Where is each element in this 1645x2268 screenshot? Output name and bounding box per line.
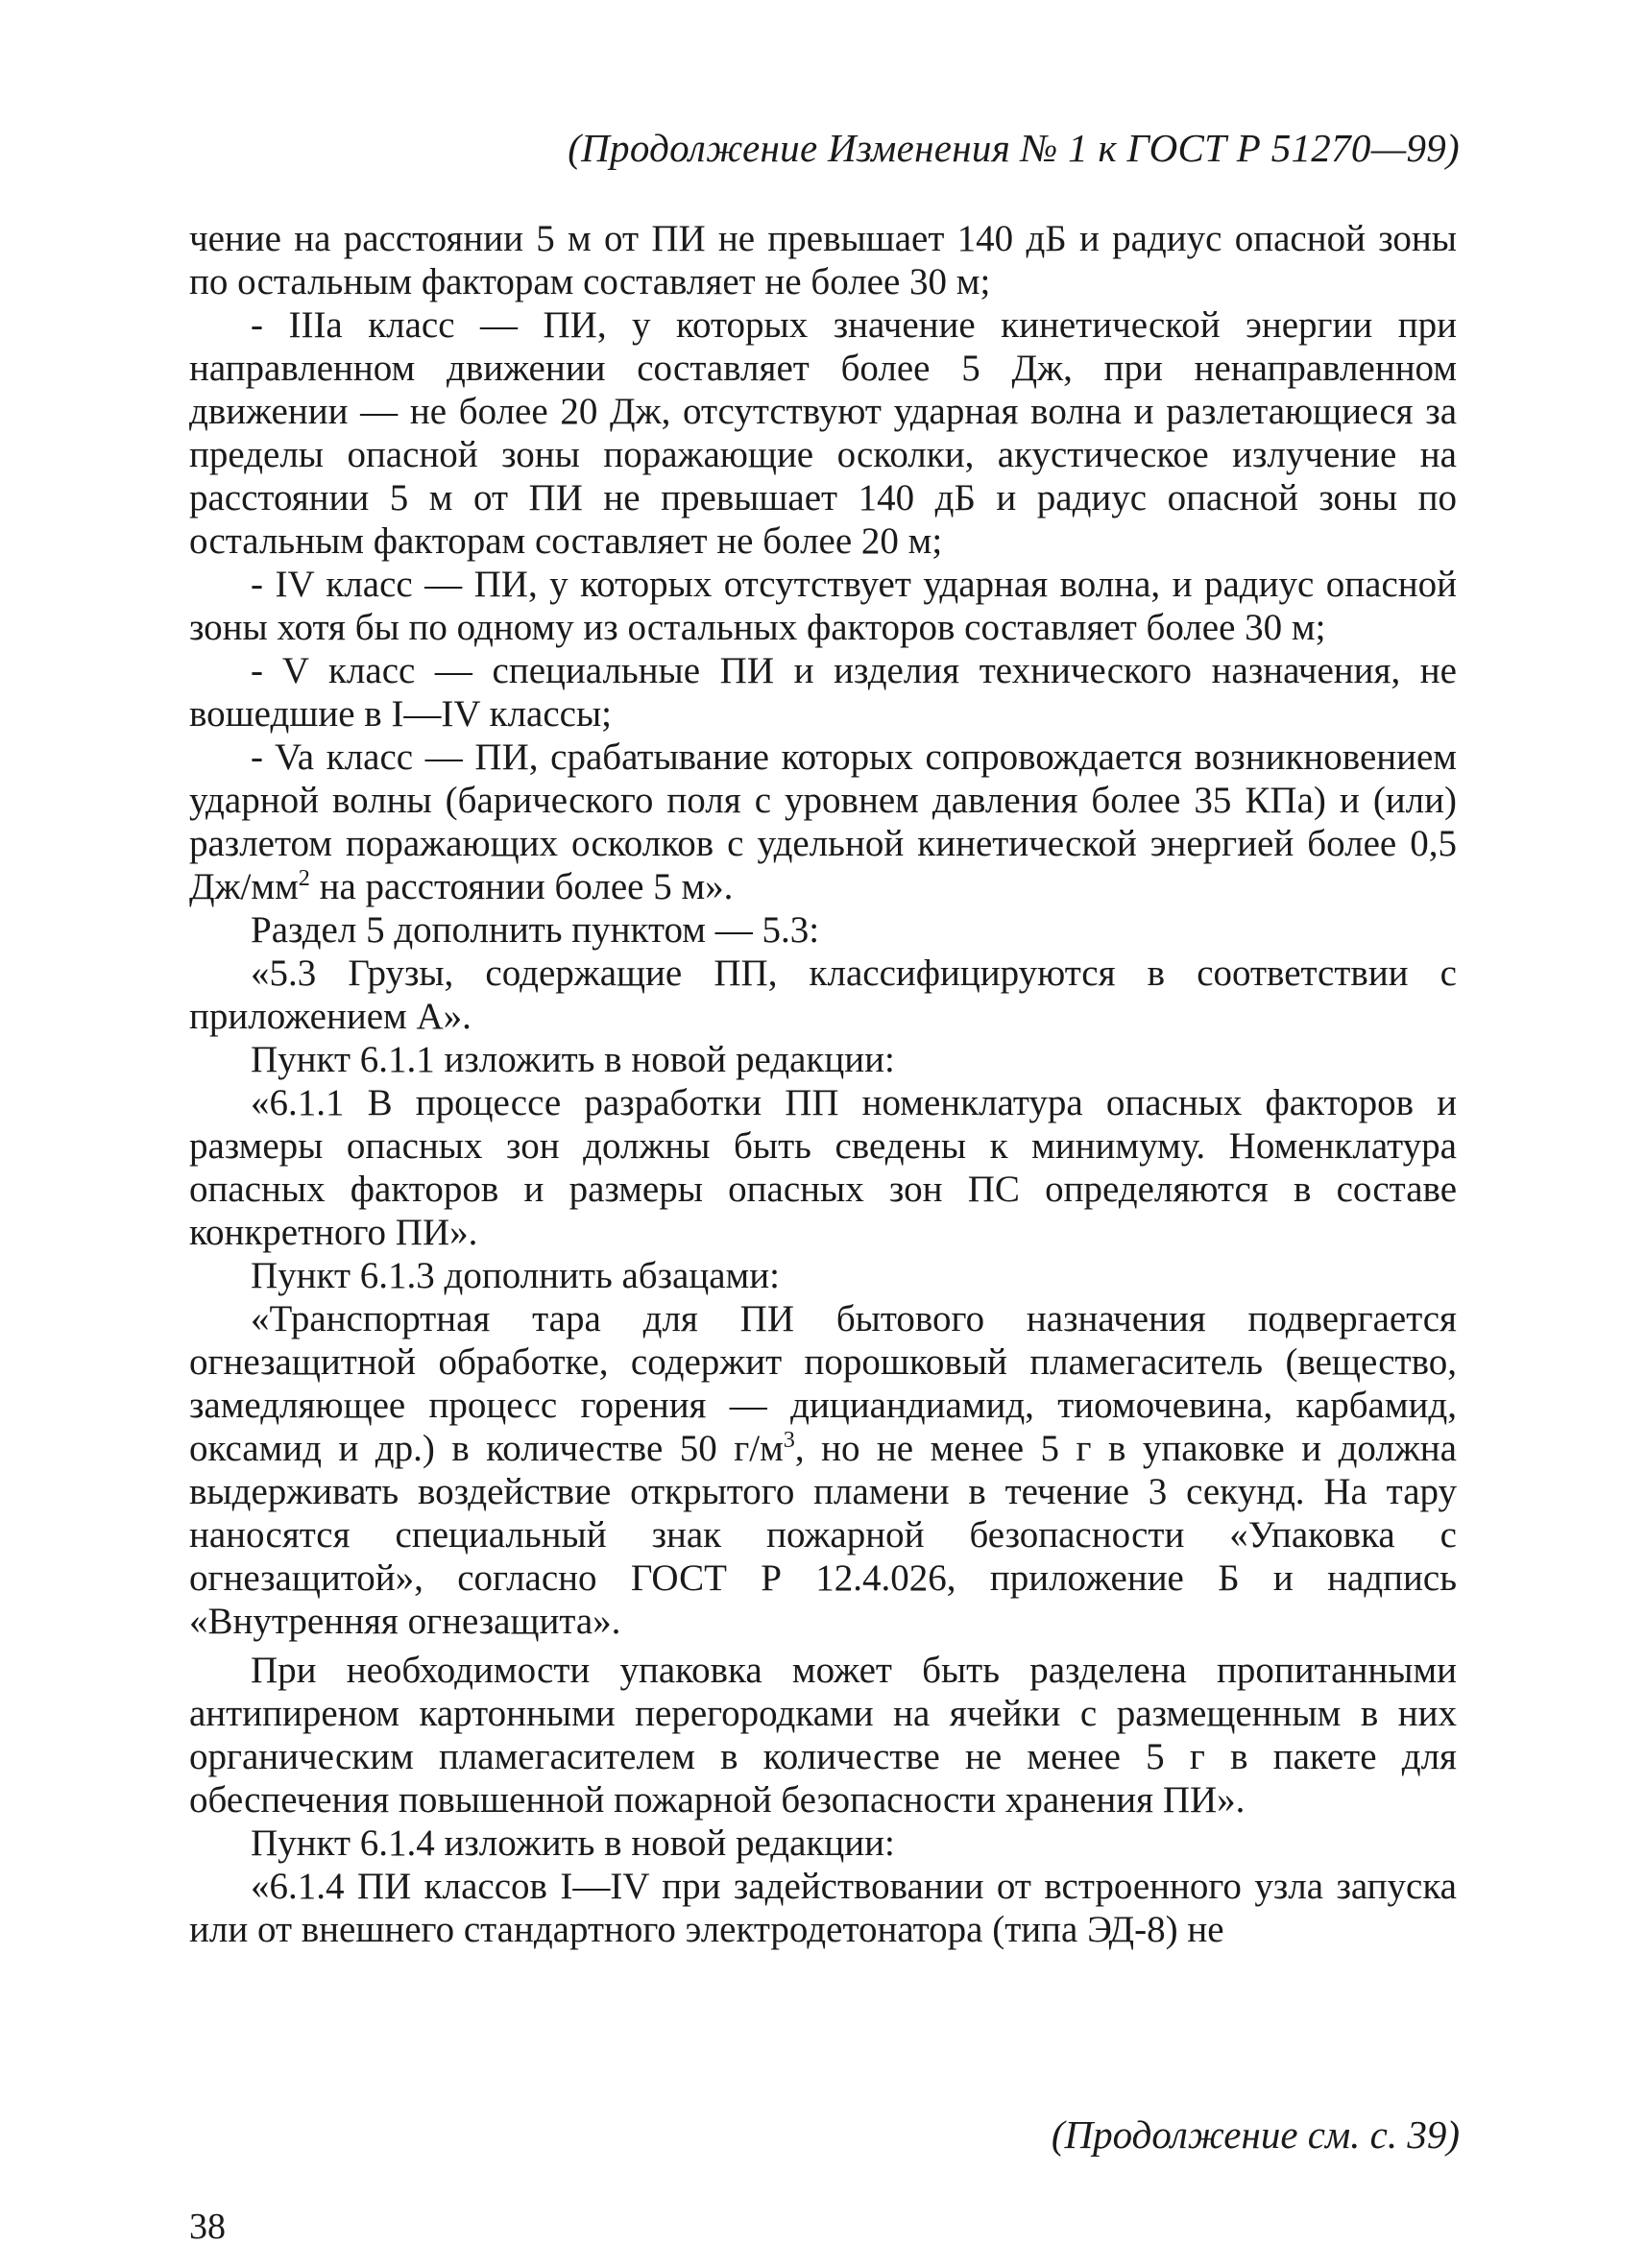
paragraph (189, 908, 1457, 952)
paragraph (189, 563, 1457, 649)
paragraph (189, 1865, 1457, 1951)
paragraph-text: «Транспортная тара для ПИ бытового назначения подвергается огнезащитной обработке, содержит порошковый пламегаситель (вещество, замедляющее процесс горения — дициандиамид, тиомочевина, карбамид, оксамид и др.) в количестве 50 г/м (189, 1298, 1457, 1469)
paragraph-text: - IIIa класс — ПИ, у которых значение кинетической энергии при направленном движении составляет более 5 Дж, при ненаправленном движении — не более 20 Дж, отсутствуют ударная волна и разлетающиеся за пределы опасной зоны поражающие осколки, акустическое излучение на расстоянии 5 м от ПИ не превышает 140 дБ и радиус опасной зоны по остальным факторам составляет не более 20 м; (189, 304, 1457, 562)
paragraph (189, 1297, 1457, 1643)
paragraph (189, 736, 1457, 908)
paragraph-text: Пункт 6.1.1 изложить в новой редакции: (251, 1039, 895, 1080)
paragraph (189, 1254, 1457, 1297)
paragraph (189, 1038, 1457, 1081)
paragraph-text: «6.1.4 ПИ классов I—IV при задействовании от встроенного узла запуска или от внешнего стандартного электродетонатора (типа ЭД-8) не (189, 1866, 1457, 1950)
paragraph-text: чение на расстоянии 5 м от ПИ не превышает 140 дБ и радиус опасной зоны по остальным факторам составляет не более 30 м; (189, 218, 1457, 302)
paragraph-text: - IV класс — ПИ, у которых отсутствует ударная волна, и радиус опасной зоны хотя бы по одному из остальных факторов составляет более 30 м; (189, 564, 1457, 648)
paragraph-text-tail: , но не менее 5 г в упаковке и должна выдерживать воздействие открытого пламени в течение 3 секунд. На тару наносятся специальный знак пожарной безопасности «Упаковка с огнезащитой», согласно ГОСТ Р 12.4.026, приложение Б и надпись «Внутренняя огнезащита». (189, 1428, 1457, 1642)
paragraph-text: - Va класс — ПИ, срабатывание которых сопровождается возникновением ударной волны (барического поля с уровнем давления более 35 КПа) и (или) разлетом поражающих осколков с удельной кинетической энергией более 0,5 Дж/мм (189, 736, 1457, 907)
paragraph (189, 303, 1457, 563)
paragraph-text: При необходимости упаковка может быть разделена пропитанными антипиреном картонными перегородками на ячейки с размещенным в них органическим пламегасителем в количестве не менее 5 г в пакете для обеспечения повышенной пожарной безопасности хранения ПИ». (189, 1650, 1457, 1821)
running-header: (Продолжение Изменения № 1 к ГОСТ Р 51270—99) (568, 126, 1460, 170)
superscript: 2 (298, 865, 310, 891)
paragraph (189, 1822, 1457, 1865)
paragraph (189, 952, 1457, 1038)
paragraph (189, 1081, 1457, 1254)
paragraph-text: «5.3 Грузы, содержащие ПП, классифицируются в соответствии с приложением А». (189, 953, 1457, 1037)
page-number: 38 (189, 2207, 226, 2247)
superscript: 3 (783, 1427, 795, 1453)
paragraph (189, 649, 1457, 736)
continuation-note: (Продолжение см. с. 39) (1051, 2112, 1460, 2157)
paragraph (189, 1649, 1457, 1822)
paragraph-text: «6.1.1 В процессе разработки ПП номенклатура опасных факторов и размеры опасных зон должны быть сведены к минимуму. Номенклатура опасных факторов и размеры опасных зон ПС определяются в составе конкретного ПИ». (189, 1082, 1457, 1253)
paragraph (189, 217, 1457, 303)
body-text (189, 217, 1457, 1951)
paragraph-text: - V класс — специальные ПИ и изделия технического назначения, не вошедшие в I—IV классы; (189, 650, 1457, 735)
paragraph-text-tail: на расстоянии более 5 м». (309, 866, 734, 907)
paragraph-text: Раздел 5 дополнить пунктом — 5.3: (251, 909, 820, 951)
paragraph-text: Пункт 6.1.3 дополнить абзацами: (251, 1255, 780, 1296)
paragraph-text: Пункт 6.1.4 изложить в новой редакции: (251, 1822, 895, 1864)
